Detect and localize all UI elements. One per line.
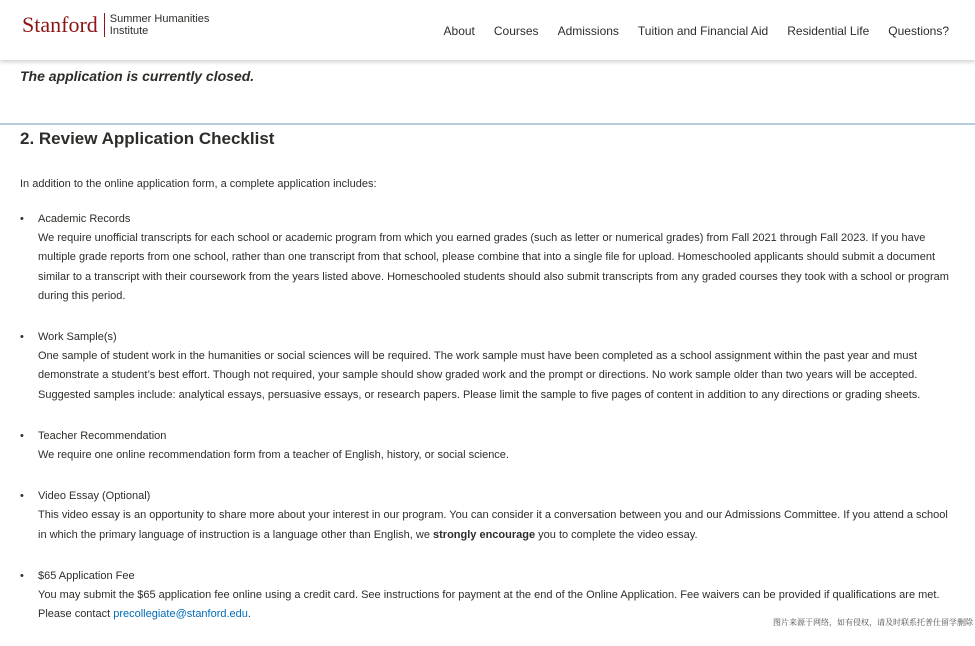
- nav-residential-life[interactable]: Residential Life: [787, 24, 869, 38]
- application-closed-message: The application is currently closed.: [20, 68, 254, 84]
- nav-tuition-financial-aid[interactable]: Tuition and Financial Aid: [638, 24, 768, 38]
- nav-about[interactable]: About: [444, 24, 475, 38]
- item-body-text-end: .: [248, 608, 251, 620]
- item-body-text: You may submit the $65 application fee online using a credit card. See instructions for payment at the end of the Online Application. Fee waivers can be provided if qualifications are met. Please contact: [38, 589, 940, 620]
- stanford-logo[interactable]: [22, 12, 209, 38]
- section-heading: 2. Review Application Checklist: [20, 128, 950, 150]
- item-body: We require one online recommendation form from a teacher of English, history, or social science.: [38, 446, 950, 465]
- item-body: One sample of student work in the humanities or social sciences will be required. The work sample must have been completed as a school assignment within the past year and must demonstrate a student’s best effort. Though not required, your sample should show graded work and the prompt or directions. No work sample older than two years will be accepted. Suggested samples include: analytical essays, persuasive essays, or research papers. Please limit the sample to five pages of content in addition to any directions or grading sheets.: [38, 347, 950, 405]
- checklist-item-application-fee: [20, 567, 950, 625]
- item-body: We require unofficial transcripts for each school or academic program from which you earned grades (such as letter or numerical grades) from Fall 2021 through Fall 2023. If you have multiple grade reports from one school, rather than one transcript from that school, please combine that into a single file for upload. Homeschooled applicants should submit a document similar to a transcript with their coursework from the years listed above. Homeschooled students should also submit transcripts from any graded courses they took with a school or program during this period.: [38, 229, 950, 306]
- logo-subtitle: [110, 13, 210, 37]
- bullet: •: [20, 210, 24, 229]
- main-nav: [444, 24, 949, 38]
- contact-email-link[interactable]: precollegiate@stanford.edu: [113, 608, 248, 620]
- item-title: Academic Records: [38, 213, 130, 225]
- item-body-text: This video essay is an opportunity to share more about your interest in our program. You can consider it a conversation between you and our Admissions Committee. If you attend a school in which the primary language of instruction is a language other than English, we: [38, 509, 948, 540]
- site-header: [0, 0, 975, 60]
- item-title: Teacher Recommendation: [38, 430, 166, 442]
- checklist: [20, 210, 950, 624]
- application-status-banner: [0, 60, 975, 123]
- bullet: •: [20, 427, 24, 446]
- item-body: [38, 506, 950, 544]
- logo-divider: [104, 13, 105, 37]
- nav-admissions[interactable]: Admissions: [558, 24, 619, 38]
- item-title: Video Essay (Optional): [38, 490, 150, 502]
- logo-subtitle-line2: Institute: [110, 25, 149, 37]
- item-title: $65 Application Fee: [38, 570, 135, 582]
- logo-subtitle-line1: Summer Humanities: [110, 13, 210, 25]
- item-body-text-end: you to complete the video essay.: [535, 529, 697, 541]
- nav-courses[interactable]: Courses: [494, 24, 539, 38]
- nav-questions[interactable]: Questions?: [888, 24, 949, 38]
- bullet: •: [20, 567, 24, 586]
- section-divider: [0, 123, 975, 125]
- bullet: •: [20, 328, 24, 347]
- checklist-item-academic-records: [20, 210, 950, 306]
- image-source-watermark: 图片来源于网络，如有侵权，请及时联系托普仕留学删除: [773, 617, 973, 628]
- section-intro: In addition to the online application form, a complete application includes:: [20, 175, 950, 194]
- checklist-section: [20, 128, 950, 646]
- checklist-item-teacher-recommendation: [20, 427, 950, 465]
- item-body-emphasis: strongly encourage: [433, 529, 535, 541]
- bullet: •: [20, 487, 24, 506]
- checklist-item-video-essay: [20, 487, 950, 545]
- logo-wordmark: Stanford: [22, 12, 98, 38]
- checklist-item-work-samples: [20, 328, 950, 405]
- item-title: Work Sample(s): [38, 331, 117, 343]
